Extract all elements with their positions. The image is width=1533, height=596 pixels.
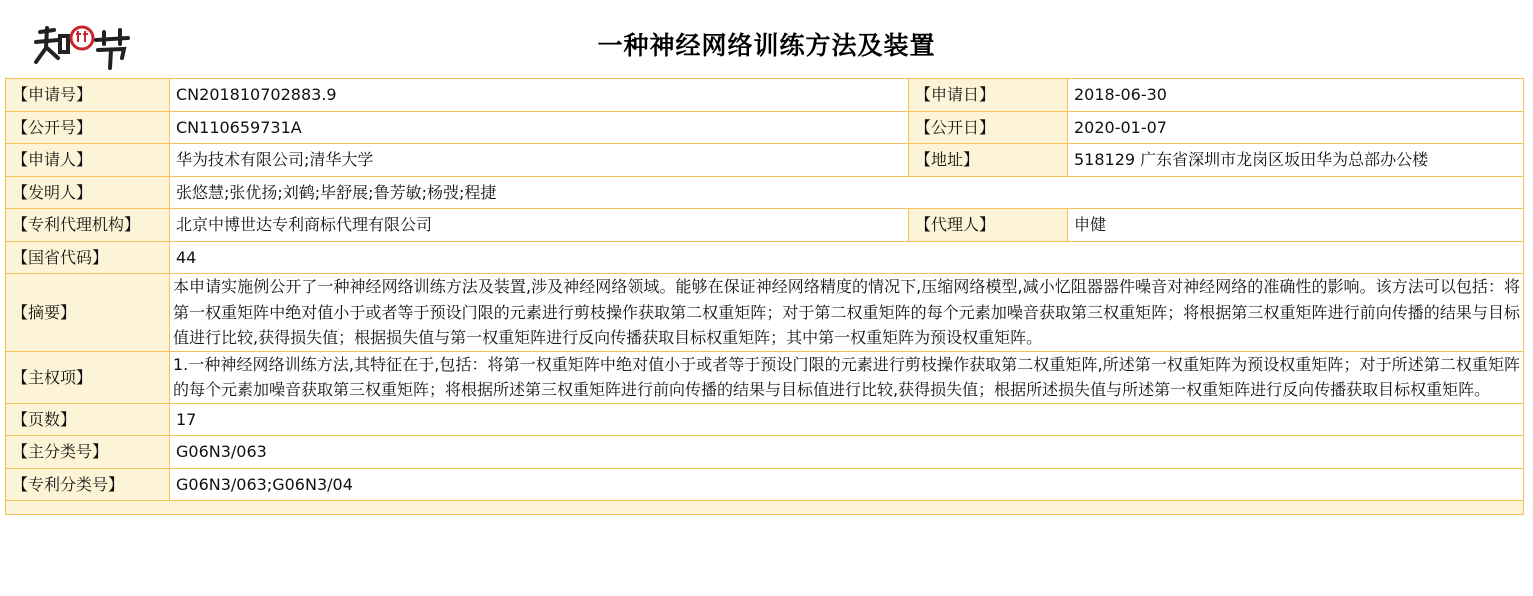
application-date-value: 2018-06-30 bbox=[1068, 79, 1524, 112]
publication-no-value: CN110659731A bbox=[170, 111, 909, 144]
table-row bbox=[6, 79, 1524, 112]
pages-value: 17 bbox=[170, 403, 1524, 436]
application-date-label: 【申请日】 bbox=[909, 79, 1068, 112]
publication-date-value: 2020-01-07 bbox=[1068, 111, 1524, 144]
patent-class-label: 【专利分类号】 bbox=[6, 468, 170, 501]
table-row bbox=[6, 209, 1524, 242]
table-row bbox=[6, 274, 1524, 352]
inventor-label: 【发明人】 bbox=[6, 176, 170, 209]
application-no-label: 【申请号】 bbox=[6, 79, 170, 112]
address-value: 518129 广东省深圳市龙岗区坂田华为总部办公楼 bbox=[1068, 144, 1524, 177]
table-row-cutoff bbox=[6, 501, 1524, 515]
province-code-value: 44 bbox=[170, 241, 1524, 274]
document-title: 一种神经网络训练方法及装置 bbox=[597, 31, 936, 60]
main-claim-value: 1.一种神经网络训练方法,其特征在于,包括：将第一权重矩阵中绝对值小于或者等于预设门限的元素进行剪枝操作获取第二权重矩阵,所述第一权重矩阵为预设权重矩阵；对于所述第二权重矩阵的每个元素加噪音获取第三权重矩阵；将根据所述第三权重矩阵进行前向传播的结果与目标值进行比较,获得损失值；根据所述损失值与所述第一权重矩阵进行反向传播获取目标权重矩阵。 bbox=[170, 351, 1524, 403]
inventor-value: 张悠慧;张优扬;刘鹤;毕舒展;鲁芳敏;杨弢;程捷 bbox=[170, 176, 1524, 209]
agency-label: 【专利代理机构】 bbox=[6, 209, 170, 242]
main-class-label: 【主分类号】 bbox=[6, 436, 170, 469]
pages-label: 【页数】 bbox=[6, 403, 170, 436]
applicant-label: 【申请人】 bbox=[6, 144, 170, 177]
abstract-value: 本申请实施例公开了一种神经网络训练方法及装置,涉及神经网络领域。能够在保证神经网络精度的情况下,压缩网络模型,减小忆阻器器件噪音对神经网络的准确性的影响。该方法可以包括：将第一权重矩阵中绝对值小于或者等于预设门限的元素进行剪枝操作获取第二权重矩阵；对于第二权重矩阵的每个元素加噪音获取第三权重矩阵；将根据第三权重矩阵进行前向传播的结果与目标值进行比较,获得损失值；根据损失值与第一权重矩阵进行反向传播获取目标权重矩阵；其中第一权重矩阵为预设权重矩阵。 bbox=[170, 274, 1524, 352]
patent-class-value: G06N3/063;G06N3/04 bbox=[170, 468, 1524, 501]
table-row bbox=[6, 403, 1524, 436]
page-header bbox=[0, 0, 1533, 78]
table-row bbox=[6, 436, 1524, 469]
table-row bbox=[6, 111, 1524, 144]
main-claim-label: 【主权项】 bbox=[6, 351, 170, 403]
table-row bbox=[6, 241, 1524, 274]
agency-value: 北京中博世达专利商标代理有限公司 bbox=[170, 209, 909, 242]
agent-value: 申健 bbox=[1068, 209, 1524, 242]
applicant-value: 华为技术有限公司;清华大学 bbox=[170, 144, 909, 177]
table-row bbox=[6, 176, 1524, 209]
main-class-value: G06N3/063 bbox=[170, 436, 1524, 469]
patent-info-table bbox=[5, 78, 1524, 515]
abstract-label: 【摘要】 bbox=[6, 274, 170, 352]
table-row bbox=[6, 144, 1524, 177]
application-no-value: CN201810702883.9 bbox=[170, 79, 909, 112]
publication-no-label: 【公开号】 bbox=[6, 111, 170, 144]
table-row bbox=[6, 351, 1524, 403]
publication-date-label: 【公开日】 bbox=[909, 111, 1068, 144]
cutoff-cell bbox=[6, 501, 1524, 515]
address-label: 【地址】 bbox=[909, 144, 1068, 177]
table-row bbox=[6, 468, 1524, 501]
agent-label: 【代理人】 bbox=[909, 209, 1068, 242]
province-code-label: 【国省代码】 bbox=[6, 241, 170, 274]
